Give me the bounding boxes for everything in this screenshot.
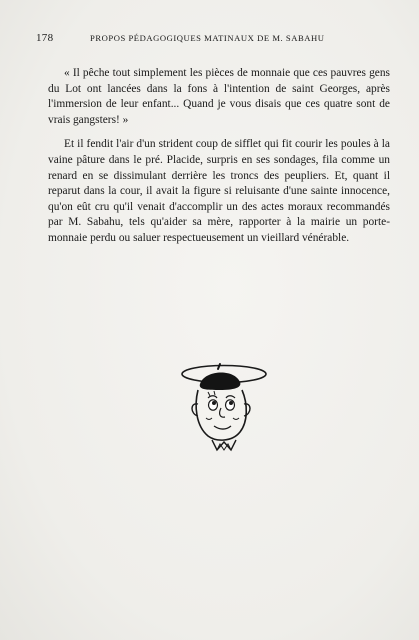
- paragraph-narrative: Et il fendit l'air d'un strident coup de sifflet qui fit courir les poules à la vaine pâture dans le pré. Placide, surpris en ses sondages, fila comme un renard en se dissimulant derrière les troncs des peupliers. Et, quant il reparut dans la cour, il avait la figure si reluisante d'une sainte innocence, qu'on eût cru qu'il venait d'accomplir un des actes moraux recommandés par M. Sabahu, tels qu'aider sa mère, rapporter à la mairie un porte-monnaie perdu ou saluer respectueusement un vieillard vénérable.: [48, 138, 390, 244]
- running-head: PROPOS PÉDAGOGIQUES MATINAUX DE M. SABAHU: [90, 33, 325, 43]
- body-text: [48, 66, 390, 256]
- paragraph-quote: « Il pêche tout simplement les pièces de monnaie que ces pauvres gens du Lot ont lancées dans la fons à l'intention de saint Georges, après l'immersion de leur enfant... Quand je vous disais que ces quatre sont de vrais gangsters! »: [48, 67, 390, 126]
- page-number: 178: [36, 32, 54, 44]
- page-header: [36, 32, 396, 48]
- beret-icon: [200, 372, 241, 390]
- haloed-boy-face-icon: [170, 360, 280, 460]
